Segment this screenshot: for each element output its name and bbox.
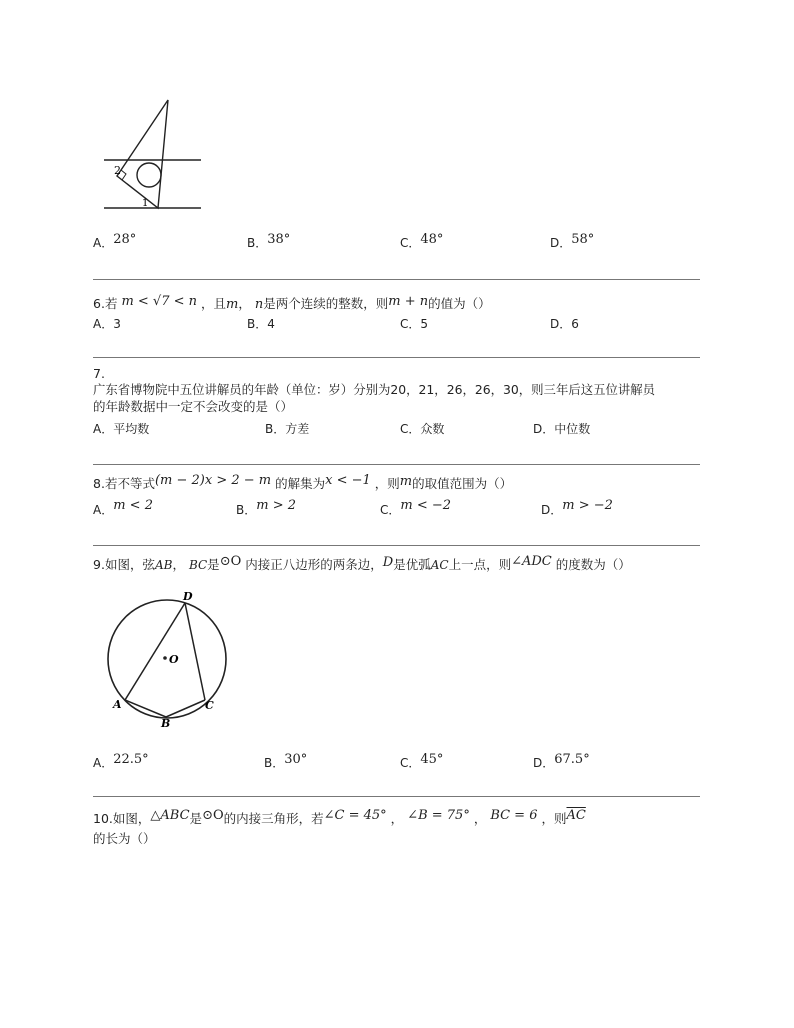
q7-option-c[interactable]: C．众数: [400, 422, 445, 436]
q8-option-b[interactable]: B．m > 2: [236, 498, 296, 517]
q7-stem-line2: 的年龄数据中一定不会改变的是（）: [93, 399, 294, 414]
q7-option-b[interactable]: B．方差: [265, 422, 310, 436]
q9-option-c[interactable]: C．45°: [400, 752, 444, 770]
q5-option-d[interactable]: D．58°: [550, 232, 595, 250]
q8-option-d[interactable]: D．m > −2: [541, 498, 613, 517]
q5-figure: [100, 96, 210, 216]
ruler-hole: [137, 163, 161, 187]
angle-label-2: 2: [114, 164, 121, 177]
q8-option-c[interactable]: C．m < −2: [380, 498, 452, 517]
q9-option-a[interactable]: A．22.5°: [93, 752, 149, 770]
triangle-ruler: [117, 100, 168, 208]
q6-stem: 6.若 m < √7 < n ，且m， n是两个连续的整数，则m + n的值为（）: [93, 294, 491, 312]
point-label-o: O: [169, 653, 179, 666]
q6-option-c[interactable]: C．5: [400, 317, 429, 331]
chord-ad: [125, 603, 185, 700]
point-label-d: D: [183, 590, 193, 603]
q9-option-d[interactable]: D．67.5°: [533, 752, 590, 770]
point-label-b: B: [161, 717, 171, 730]
divider: [93, 357, 700, 358]
q5-option-c[interactable]: C．48°: [400, 232, 444, 250]
q9-circle-figure: [105, 590, 240, 730]
q9-option-b[interactable]: B．30°: [264, 752, 308, 770]
q6-option-d[interactable]: D．6: [550, 317, 579, 331]
q5-option-b[interactable]: B．38°: [247, 232, 291, 250]
q8-stem: 8.若不等式(m − 2)x > 2 − m 的解集为x < −1 ，则m的取值范围为（）: [93, 473, 513, 491]
center-dot: [163, 656, 167, 660]
q7-number: 7.: [93, 366, 105, 381]
q10-stem: 10.如图，△ABC是⊙O的内接三角形，若∠C = 45° ， ∠B = 75° ， BC = 6 ，则$\overline{AC}$: [93, 808, 586, 826]
q8-option-a[interactable]: A．m < 2: [93, 498, 153, 517]
angle-label-1: 1: [142, 198, 149, 209]
point-label-a: A: [113, 698, 122, 711]
q7-stem-line1: 广东省博物院中五位讲解员的年龄（单位：岁）分别为20，21，26，26，30，则三年后这五位讲解员: [93, 382, 656, 397]
chord-dc: [185, 603, 205, 700]
right-angle-mark: [121, 170, 126, 180]
arc-ac: $\overline{AC}$: [566, 808, 586, 823]
q6-option-b[interactable]: B．4: [247, 317, 275, 331]
q6-option-a[interactable]: A．3: [93, 317, 121, 331]
q7-option-a[interactable]: A．平均数: [93, 422, 150, 436]
divider: [93, 545, 700, 546]
divider: [93, 279, 700, 280]
divider: [93, 796, 700, 797]
divider: [93, 464, 700, 465]
q9-stem: 9.如图，弦AB， BC是⊙O 内接正八边形的两条边，D是优弧AC上一点，则∠ADC 的度数为（）: [93, 554, 631, 572]
q7-option-d[interactable]: D．中位数: [533, 422, 591, 436]
q5-option-a[interactable]: A．28°: [93, 232, 137, 250]
point-label-c: C: [205, 699, 214, 712]
q10-stem-line2: 的长为（）: [93, 831, 156, 846]
